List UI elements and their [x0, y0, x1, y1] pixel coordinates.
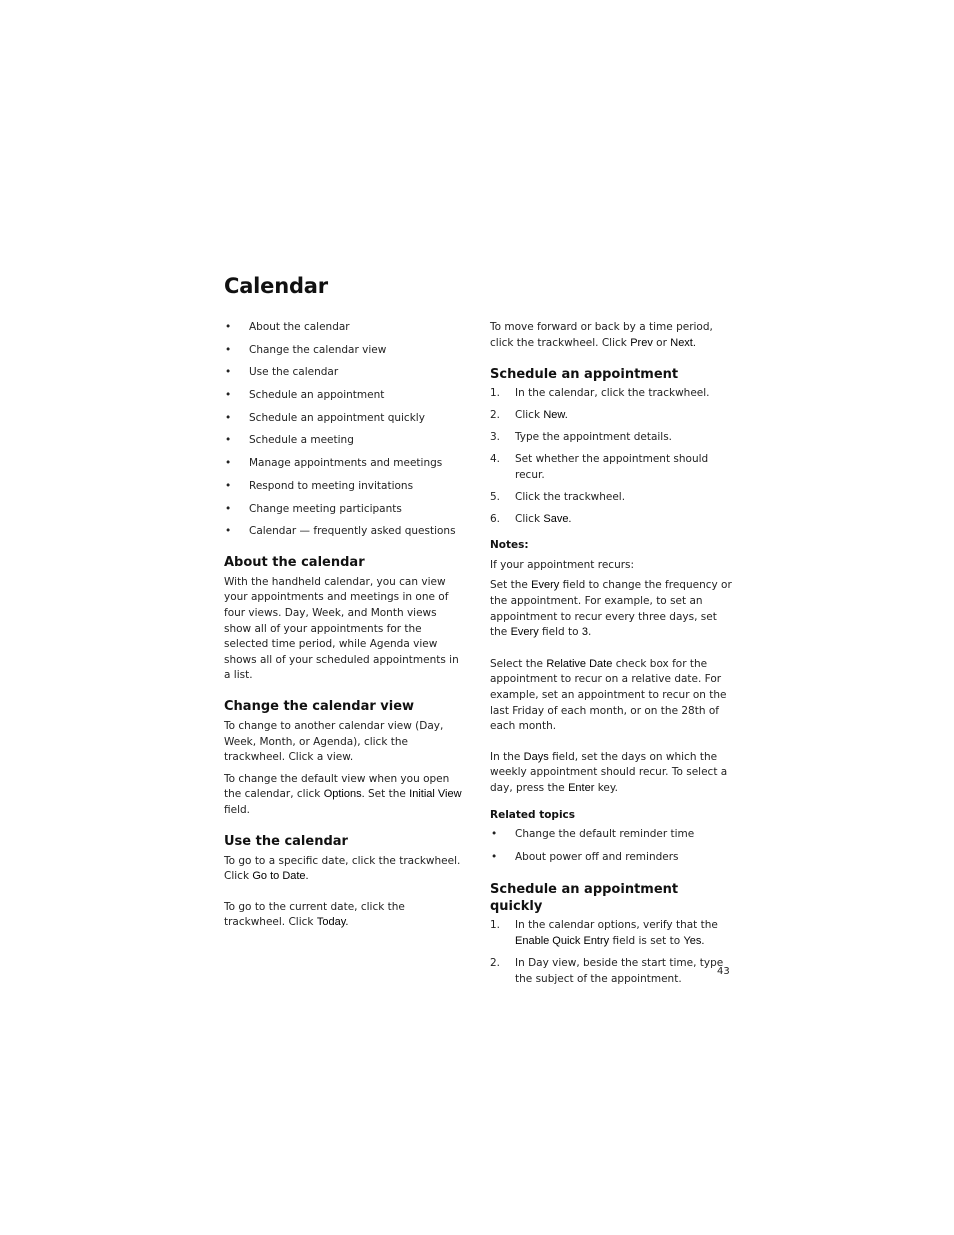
quick-steps — [490, 918, 732, 987]
related-topic-link[interactable]: • Change the default reminder time — [490, 827, 732, 843]
topic-item: • Schedule an appointment — [224, 388, 464, 404]
save-label: Save. — [543, 512, 572, 525]
enter-key-label: Enter — [568, 782, 595, 795]
step-item: 2. In Day view, beside the start time, type the subject of the appointment. — [490, 957, 724, 985]
right-column — [490, 320, 732, 994]
quick-heading: Schedule an appointment quickly — [490, 882, 679, 915]
change-view-text: To change to another calendar view (Day, Week, Month, or Agenda), click the trackwheel. Click a view. — [224, 719, 444, 764]
prev-next-text: To move forward or back by a time period, click the trackwheel. Click Prev or Next. — [490, 321, 713, 349]
change-view-heading: Change the calendar view — [224, 698, 415, 714]
bullet-icon: • — [225, 343, 232, 356]
topic-list — [224, 320, 464, 540]
initial-view-field-label: Initial View — [409, 788, 462, 801]
note-recurs: If your appointment recurs: — [490, 558, 635, 571]
use-heading: Use the calendar — [224, 833, 348, 849]
relative-date-label: Relative Date — [546, 657, 613, 670]
note-days: In the Days field, set the days on which the weekly appointment should recur. To select a day, press the Enter key. — [490, 750, 728, 795]
related-topics-heading: Related topics — [490, 808, 576, 821]
topic-item: • Calendar — frequently asked questions — [224, 524, 464, 540]
notes-heading: Notes: — [490, 539, 529, 552]
step-item: 1. In the calendar, click the trackwheel. — [490, 387, 710, 400]
today-text: To go to the current date, click the trackwheel. Click Today. — [224, 900, 405, 929]
change-view-default-text: To change the default view when you open the calendar, click Options. Set the Initial View field. — [224, 772, 462, 816]
days-field-label: Days — [523, 750, 549, 763]
bullet-icon: • — [225, 479, 232, 492]
note-every: Set the Every field to change the frequency or the appointment. For example, to set an appointment to recur every three days, set the Every field to 3. — [490, 579, 732, 639]
topic-item: • Schedule an appointment quickly — [224, 411, 464, 427]
topic-item: • Change meeting participants — [224, 502, 464, 518]
about-text: With the handheld calendar, you can view your appointments and meetings in one of four views. Day, Week, and Month views show all of your appointments for the selected time period, while Agenda view shows all of your scheduled appointments in a list. — [224, 575, 459, 682]
schedule-heading: Schedule an appointment — [490, 367, 679, 383]
bullet-icon: • — [225, 321, 232, 333]
step-item: 1. In the calendar options, verify that the Enable Quick Entry field is set to Yes. — [490, 919, 718, 948]
schedule-steps — [490, 386, 732, 527]
step-item: 4. Set whether the appointment should recur. — [490, 453, 709, 481]
topic-item: • Schedule a meeting — [224, 433, 464, 449]
bullet-icon: • — [491, 828, 498, 841]
topic-item: • Respond to meeting invitations — [224, 479, 464, 495]
topic-item: • Use the calendar — [224, 365, 464, 381]
step-item: 3. Type the appointment details. — [490, 431, 673, 444]
step-item: 2. Click New. — [490, 409, 568, 422]
about-heading: About the calendar — [224, 554, 365, 570]
topic-item: • Change the calendar view — [224, 343, 464, 359]
bullet-icon: • — [225, 457, 232, 470]
bullet-icon: • — [491, 850, 498, 863]
every-field-label: Every — [531, 579, 560, 592]
every-value: 3 — [581, 626, 589, 639]
related-topics-list — [490, 827, 732, 865]
bullet-icon: • — [225, 389, 232, 402]
every-field-label: Every — [510, 626, 539, 639]
bullet-icon: • — [225, 411, 232, 424]
go-to-date-text: To go to a specific date, click the trackwheel. Click Go to Date. — [224, 854, 461, 883]
next-label: Next. — [670, 336, 696, 349]
topic-item: • About the calendar — [224, 320, 464, 336]
enable-quick-entry-label: Enable Quick Entry — [515, 935, 610, 948]
left-column — [224, 320, 464, 931]
step-item: 6. Click Save. — [490, 512, 572, 525]
bullet-icon: • — [225, 366, 232, 379]
prev-label: Prev — [630, 336, 653, 349]
today-label: Today. — [316, 916, 349, 929]
note-relative-date: Select the Relative Date check box for the appointment to recur on a relative date. For example, set an appointment to recur on the last Friday of each month, or on the 28th of each month. — [490, 657, 727, 733]
options-menu-label: Options. — [323, 788, 365, 801]
page-number: 43 — [717, 966, 730, 977]
step-item: 5. Click the trackwheel. — [490, 490, 626, 503]
topic-item: • Manage appointments and meetings — [224, 456, 464, 472]
bullet-icon: • — [225, 525, 232, 538]
yes-value: Yes. — [683, 935, 705, 948]
go-to-date-label: Go to Date. — [252, 870, 309, 883]
new-label: New. — [543, 409, 568, 422]
related-topic-link[interactable]: • About power off and reminders — [490, 850, 732, 866]
page-title: Calendar — [224, 274, 328, 298]
bullet-icon: • — [225, 434, 232, 447]
bullet-icon: • — [225, 502, 232, 515]
